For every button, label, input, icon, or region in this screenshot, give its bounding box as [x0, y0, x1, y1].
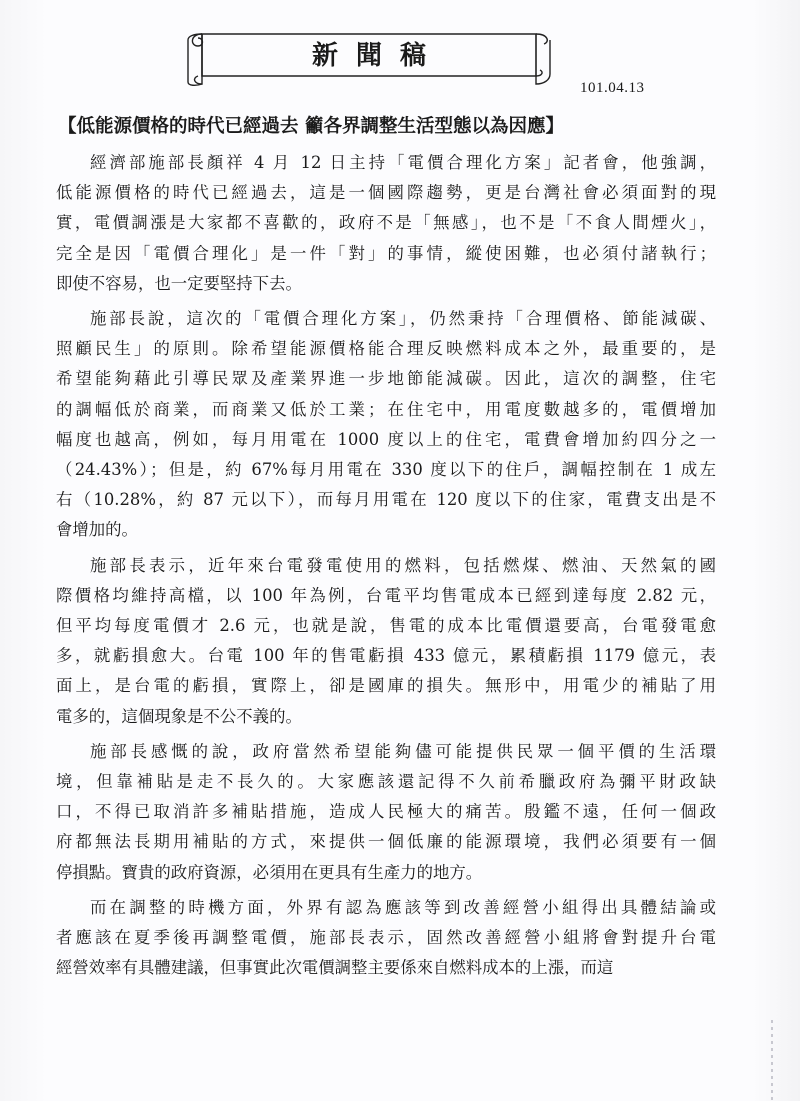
paragraph-line: 完全是因「電價合理化」是一件「對」的事情，縱使困難，也必須付諸執行；: [56, 243, 716, 263]
paragraph-line: 多，就虧損愈大。台電 100 年的售電虧損 433 億元，累積虧損 1179 億元，表: [56, 646, 716, 666]
scan-edge-mark: [771, 1020, 773, 1100]
paragraph: [56, 148, 716, 299]
paragraph-line: （24.43%）；但是，約 67%每月用電在 330 度以下的住戶，調幅控制在 1 成左: [56, 460, 716, 480]
paragraph: [56, 893, 716, 984]
paragraph-line: 會增加的。: [56, 520, 138, 540]
paragraph-line: 低能源價格的時代已經過去，這是一個國際趨勢，更是台灣社會必須面對的現: [56, 183, 716, 203]
paragraph-line: 照顧民生」的原則。除希望能源價格能合理反映燃料成本之外，最重要的，是: [56, 339, 716, 359]
paragraph-line: 但平均每度電價才 2.6 元，也就是說，售電的成本比電價還要高，台電發電愈: [56, 616, 716, 636]
paragraph-line: 經濟部施部長顏祥 4 月 12 日主持「電價合理化方案」記者會，他強調，: [90, 153, 716, 172]
paragraph-line: 右（10.28%，約 87 元以下），而每月用電在 120 度以下的住家，電費支出是不: [56, 490, 716, 510]
paragraph-line: 施部長表示，近年來台電發電使用的燃料，包括燃煤、燃油、天然氣的國: [90, 555, 716, 575]
paragraph: [56, 304, 716, 546]
paragraph-line: 者應該在夏季後再調整電價，施部長表示，固然改善經營小組將會對提升台電: [56, 928, 716, 948]
paragraph-line: 際價格均維持高檔，以 100 年為例，台電平均售電成本已經到達每度 2.82 元，: [56, 585, 716, 605]
paragraph: [56, 551, 716, 732]
paragraph-line: 電多的，這個現象是不公不義的。: [56, 706, 302, 726]
paragraph-line: 境，但靠補貼是走不長久的。大家應該還記得不久前希臘政府為彌平財政缺: [56, 772, 716, 792]
paragraph-line: 施部長說，這次的「電價合理化方案」，仍然秉持「合理價格、節能減碳、: [90, 309, 716, 329]
paragraph-line: 口，不得已取消許多補貼措施，造成人民極大的痛苦。殷鑑不遠，任何一個政: [56, 802, 716, 822]
press-release-banner: [184, 28, 554, 88]
press-release-title: 新聞稿: [311, 41, 444, 71]
paragraph-line: 停損點。寶貴的政府資源，必須用在更具有生產力的地方。: [56, 862, 483, 882]
paragraph-line: 而在調整的時機方面，外界有認為應該等到改善經營小組得出具體結論或: [90, 897, 716, 917]
paragraph-line: 實，電價調漲是大家都不喜歡的，政府不是「無感」，也不是「不食人間煙火」，: [56, 213, 716, 233]
paragraph-line: 面上，是台電的虧損，實際上，卻是國庫的損失。無形中，用電少的補貼了用: [56, 676, 716, 696]
paragraph-line: 幅度也越高，例如，每月用電在 1000 度以上的住宅，電費會增加約四分之一: [56, 429, 716, 449]
paragraph-line: 施部長感慨的說，政府當然希望能夠儘可能提供民眾一個平價的生活環: [90, 741, 716, 761]
paragraph-line: 府都無法長期用補貼的方式，來提供一個低廉的能源環境，我們必須要有一個: [56, 832, 716, 852]
paragraph-line: 即使不容易，也一定要堅持下去。: [56, 273, 302, 293]
article-body: [56, 148, 716, 988]
paragraph-line: 希望能夠藉此引導民眾及產業界進一步地節能減碳。因此，這次的調整，住宅: [56, 369, 716, 389]
paragraph-line: 經營效率有具體建議，但事實此次電價調整主要係來自燃料成本的上漲，而這: [56, 958, 614, 978]
paragraph-line: 的調幅低於商業，而商業又低於工業；在住宅中，用電度數越多的，電價增加: [56, 399, 716, 419]
release-date: 101.04.13: [580, 80, 645, 96]
paragraph: [56, 737, 716, 888]
headline: 【低能源價格的時代已經過去 籲各界調整生活型態以為因應】: [58, 116, 564, 137]
